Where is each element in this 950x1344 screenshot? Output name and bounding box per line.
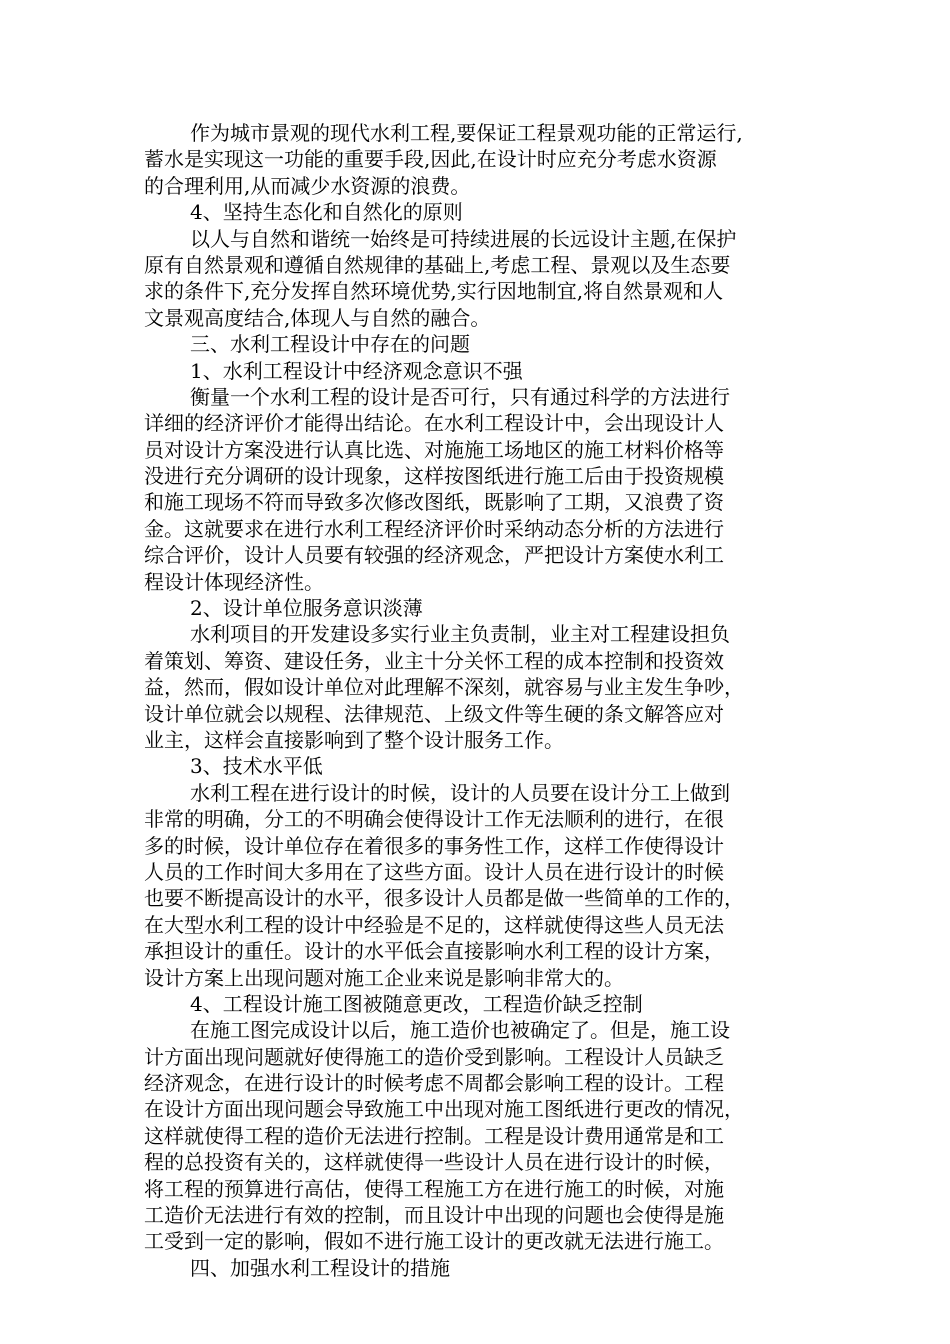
text-line: 益，然而，假如设计单位对此理解不深刻，就容易与业主发生争吵，	[144, 675, 744, 700]
text-line: 以人与自然和谐统一始终是可持续进展的长远设计主题,在保护	[190, 226, 737, 251]
text-line: 在设计方面出现问题会导致施工中出现对施工图纸进行更改的情况，	[144, 1097, 744, 1122]
text-line: 文景观高度结合,体现人与自然的融合。	[144, 305, 491, 330]
text-line: 在施工图完成设计以后，施工造价也被确定了。但是，施工设	[190, 1018, 730, 1043]
text-line: 将工程的预算进行高估，使得工程施工方在进行施工的时候，对施	[144, 1176, 724, 1201]
text-line: 水利项目的开发建设多实行业主负责制，业主对工程建设担负	[190, 622, 730, 647]
text-line: 着策划、筹资、建设任务，业主十分关怀工程的成本控制和投资效	[144, 648, 724, 673]
text-line: 2、设计单位服务意识淡薄	[190, 596, 423, 621]
text-line: 设计单位就会以规程、法律规范、上级文件等生硬的条文解答应对	[144, 701, 724, 726]
text-line: 业主，这样会直接影响到了整个设计服务工作。	[144, 727, 564, 752]
text-line: 详细的经济评价才能得出结论。在水利工程设计中，会出现设计人	[144, 411, 724, 436]
text-line: 1、水利工程设计中经济观念意识不强	[190, 358, 523, 383]
text-line: 设计方案上出现问题对施工企业来说是影响非常大的。	[144, 965, 624, 990]
text-line: 员对设计方案没进行认真比选、对施施工场地区的施工材料价格等	[144, 437, 724, 462]
text-line: 四、加强水利工程设计的措施	[190, 1255, 450, 1280]
text-line: 蓄水是实现这一功能的重要手段,因此,在设计时应充分考虑水资源	[144, 147, 717, 172]
text-line: 程设计体现经济性。	[144, 569, 324, 594]
text-line: 在大型水利工程的设计中经验是不足的，这样就使得这些人员无法	[144, 912, 724, 937]
text-line: 计方面出现问题就好使得施工的造价受到影响。工程设计人员缺乏	[144, 1044, 724, 1069]
text-line: 作为城市景观的现代水利工程,要保证工程景观功能的正常运行,	[190, 121, 743, 145]
text-line: 人员的工作时间大多用在了这些方面。设计人员在进行设计的时候	[144, 859, 724, 884]
text-line: 多的时候，设计单位存在着很多的事务性工作，这样工作使得设计	[144, 833, 724, 858]
text-line: 3、技术水平低	[190, 754, 323, 779]
text-line: 综合评价，设计人员要有较强的经济观念，严把设计方案使水利工	[144, 543, 724, 568]
text-line: 衡量一个水利工程的设计是否可行，只有通过科学的方法进行	[190, 384, 730, 409]
text-line: 的合理利用,从而减少水资源的浪费。	[144, 173, 471, 198]
text-line: 4、坚持生态化和自然化的原则	[190, 200, 463, 225]
text-line: 没进行充分调研的设计现象，这样按图纸进行施工后由于投资规模	[144, 464, 724, 489]
text-line: 和施工现场不符而导致多次修改图纸，既影响了工期，又浪费了资	[144, 490, 724, 515]
text-line: 金。这就要求在进行水利工程经济评价时采纳动态分析的方法进行	[144, 516, 724, 541]
text-line: 程的总投资有关的，这样就使得一些设计人员在进行设计的时候，	[144, 1150, 724, 1175]
text-line: 这样就使得工程的造价无法进行控制。工程是设计费用通常是和工	[144, 1123, 724, 1148]
text-line: 承担设计的重任。设计的水平低会直接影响水利工程的设计方案，	[144, 939, 724, 964]
text-line: 工造价无法进行有效的控制，而且设计中出现的问题也会使得是施	[144, 1203, 724, 1228]
text-line: 水利工程在进行设计的时候，设计的人员要在设计分工上做到	[190, 780, 730, 805]
text-line: 也要不断提高设计的水平，很多设计人员都是做一些简单的工作的，	[144, 886, 744, 911]
text-line: 非常的明确，分工的不明确会使得设计工作无法顺利的进行，在很	[144, 807, 724, 832]
text-line: 经济观念，在进行设计的时候考虑不周都会影响工程的设计。工程	[144, 1071, 724, 1096]
text-line: 求的条件下,充分发挥自然环境优势,实行因地制宜,将自然景观和人	[144, 279, 724, 304]
text-line: 4、工程设计施工图被随意更改，工程造价缺乏控制	[190, 991, 643, 1016]
document-body	[144, 120, 812, 1281]
text-line: 工受到一定的影响，假如不进行施工设计的更改就无法进行施工。	[144, 1229, 724, 1254]
text-line: 三、水利工程设计中存在的问题	[190, 332, 470, 357]
text-line: 原有自然景观和遵循自然规律的基础上,考虑工程、景观以及生态要	[144, 252, 731, 277]
